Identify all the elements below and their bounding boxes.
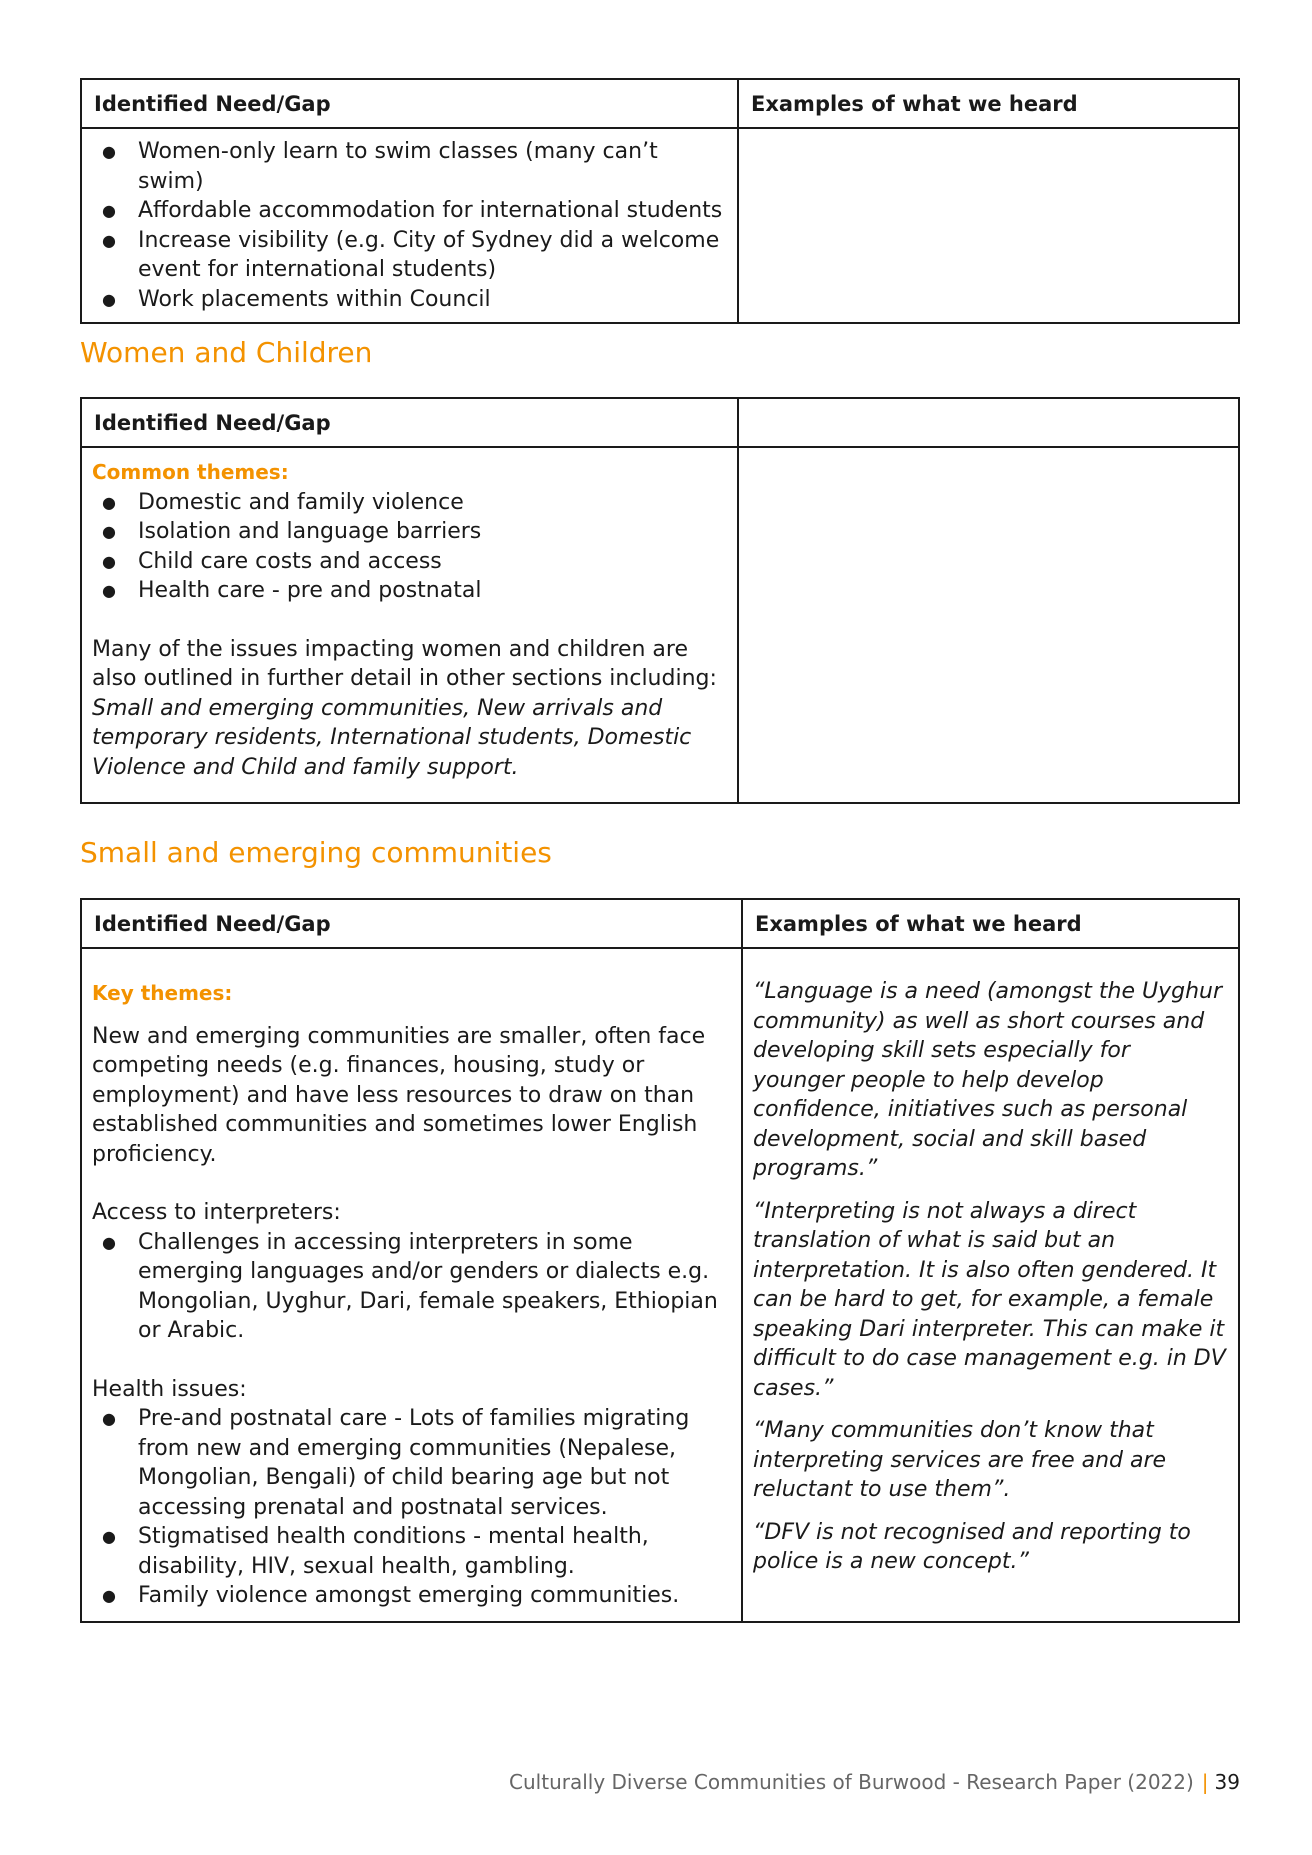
summary-italic-text: Small and emerging communities, New arrivals and temporary residents, International students, Domestic Violence and Child and family support.: [92, 695, 692, 780]
interpreters-label: Access to interpreters:: [92, 1200, 341, 1225]
interpreters-bullet-list: [92, 1228, 729, 1346]
list-item: ● Isolation and language barriers: [92, 517, 725, 547]
quote: “Language is a need (amongst the Uyghur community) as well as short courses and developing skill sets especially for younger people to help develop confidence, initiatives such as personal development, social and skill based programs.”: [753, 979, 1223, 1181]
summary-paragraph: [92, 635, 725, 783]
quote: “Interpreting is not always a direct translation of what is said but an interpretation. It is also often gendered. It can be hard to get, for example, a female speaking Dari interpreter. This can make it difficult to do case management e.g. in DV cases.”: [753, 1198, 1226, 1401]
table-row: [81, 447, 1239, 803]
list-item: ● Family violence amongst emerging communities.: [92, 1581, 729, 1611]
list-item: ● Challenges in accessing interpreters in some emerging languages and/or genders or dialects e.g. Mongolian, Uyghur, Dari, female speakers, Ethiopian or Arabic.: [92, 1228, 729, 1346]
small-emerging-table: [80, 898, 1240, 1623]
header-examples-heard: Examples of what we heard: [742, 899, 1239, 948]
list-item: ● Increase visibility (e.g. City of Sydney did a welcome event for international students): [92, 226, 725, 285]
table-row: [81, 948, 1239, 1622]
needs-cell: [81, 948, 742, 1622]
needs-cell: [81, 447, 738, 803]
health-issues-label: Health issues:: [92, 1376, 247, 1402]
list-item: ● Affordable accommodation for international students: [92, 196, 725, 226]
header-examples-heard: Examples of what we heard: [738, 79, 1239, 128]
needs-cell: [81, 128, 738, 323]
summary-lead-text: Many of the issues impacting women and children are also outlined in further detail in other sections including:: [92, 636, 717, 691]
list-item: ● Health care - pre and postnatal: [92, 576, 725, 606]
footer-separator: |: [1201, 1770, 1209, 1794]
table-row: [81, 128, 1239, 323]
health-bullet-list: [92, 1404, 729, 1611]
examples-cell: [738, 128, 1239, 323]
section-heading-women-children: Women and Children: [80, 336, 373, 369]
header-empty: [738, 398, 1239, 447]
common-themes-label: Common themes:: [92, 460, 289, 484]
needs-table-continued: [80, 78, 1240, 324]
list-item: ● Women-only learn to swim classes (many can’t swim): [92, 137, 725, 196]
page-number: 39: [1214, 1770, 1240, 1794]
list-item: ● Stigmatised health conditions - mental health, disability, HIV, sexual health, gambling.: [92, 1522, 729, 1581]
quote: “Many communities don’t know that interpreting services are free and are reluctant to use them”.: [753, 1418, 1167, 1502]
footer-title: Culturally Diverse Communities of Burwood - Research Paper (2022): [509, 1770, 1194, 1794]
women-children-table: [80, 397, 1240, 804]
intro-paragraph: New and emerging communities are smaller, often face competing needs (e.g. finances, housing, study or employment) and have less resources to draw on than established communities and sometimes lower English proficiency.: [92, 1023, 706, 1167]
header-identified-need: Identified Need/Gap: [81, 398, 738, 447]
page-footer: [509, 1770, 1240, 1794]
list-item: ● Domestic and family violence: [92, 488, 725, 518]
list-item: ● Pre-and postnatal care - Lots of families migrating from new and emerging communities (Nepalese, Mongolian, Bengali) of child bearing age but not accessing prenatal and postnatal services.: [92, 1404, 729, 1522]
list-item: ● Child care costs and access: [92, 547, 725, 577]
key-themes-label: Key themes:: [92, 981, 233, 1005]
needs-bullet-list: [92, 137, 725, 314]
examples-cell: [742, 948, 1239, 1622]
header-identified-need: Identified Need/Gap: [81, 79, 738, 128]
quote: “DFV is not recognised and reporting to police is a new concept.”: [753, 1519, 1191, 1574]
themes-bullet-list: [92, 488, 725, 606]
table-header-row: [81, 899, 1239, 948]
table-header-row: [81, 398, 1239, 447]
list-item: ● Work placements within Council: [92, 285, 725, 315]
header-identified-need: Identified Need/Gap: [81, 899, 742, 948]
section-heading-small-emerging: Small and emerging communities: [80, 836, 552, 869]
examples-cell: [738, 447, 1239, 803]
table-header-row: [81, 79, 1239, 128]
